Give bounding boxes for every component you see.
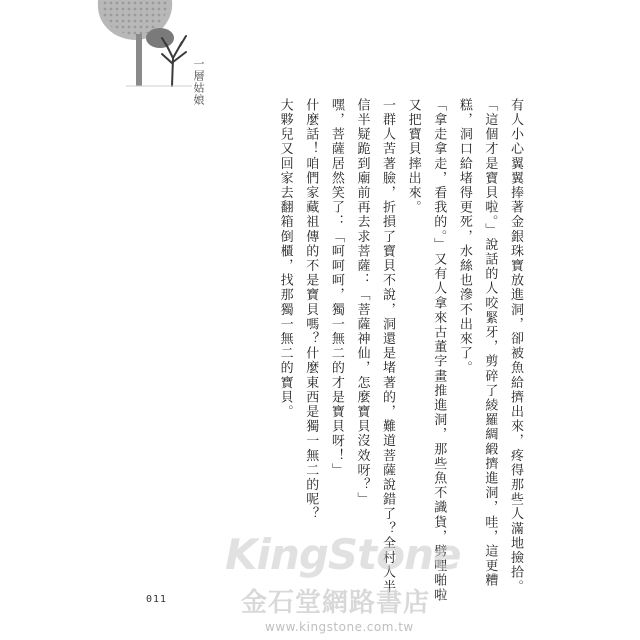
paragraph: 有人小心翼翼捧著金銀珠寶放進洞，卻被魚給擠出來，疼得那些人滿地撿拾。 (508, 98, 523, 595)
paragraph: 「這個才是寶貝啦。」說話的人咬緊牙，剪碎了綾羅綢緞擠進洞，哇，這更糟糕，洞口給堵得更死，水絲也滲不出來了。 (456, 98, 498, 588)
page-number: 011 (146, 594, 168, 605)
watermark-logo: KingStone (225, 530, 461, 579)
paragraph: 什麼話！咱們家藏祖傳的不是寶貝嗎？什麼東西是獨一無二的呢？ (303, 98, 319, 522)
paragraph: 嘿，菩薩居然笑了：「呵呵呵，獨一無二的才是寶貝呀！」 (328, 98, 344, 478)
body-text (272, 98, 528, 608)
watermark-url: www.kingstone.com.tw (265, 620, 414, 634)
paragraph: 大夥兒又回家去翻箱倒櫃，找那獨一無二的寶貝。 (277, 98, 293, 420)
paragraph: 「拿走拿走，看我的。」又有人拿來古董字畫推進洞，那些魚不識貨，劈哩啪啦又把寶貝摔出來。 (405, 98, 447, 603)
watermark-store-name: 金石堂網路書店 (241, 588, 431, 618)
paragraph: 一群人苦著臉，折損了寶貝不說，洞還是堵著的，難道菩薩說錯了？全村人半信半疑跪到廟前再去求菩薩：「菩薩神仙，怎麼寶貝沒效呀？」 (354, 98, 396, 595)
running-header: 一層姑娘 (192, 58, 205, 106)
